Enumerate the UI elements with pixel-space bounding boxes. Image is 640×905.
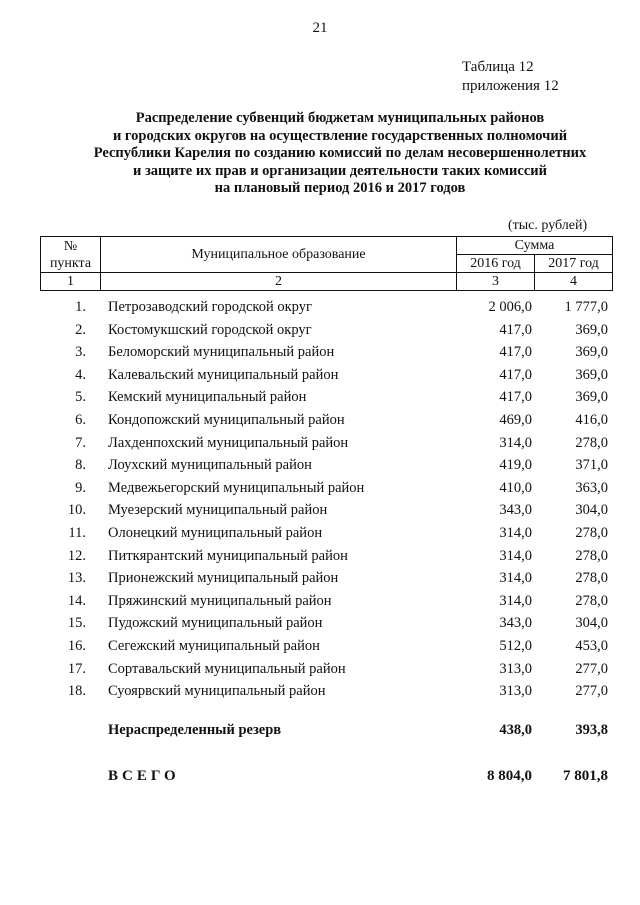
table-row [40,386,612,409]
total-value-2017: 7 801,8 [563,768,608,784]
row-value-2016: 417,0 [499,344,532,361]
table-row [40,364,612,387]
title-line: и городских округов на осуществление государственных полномочий [112,127,568,144]
table-row [40,567,612,590]
row-value-2017: 304,0 [575,615,608,632]
row-value-2016: 313,0 [499,683,532,700]
row-value-2016: 512,0 [499,637,532,654]
row-number: 13. [67,570,86,587]
total-row [40,768,612,792]
table-row [40,499,612,522]
table-row [40,680,612,703]
row-value-2017: 1 777,0 [564,299,608,315]
title-line: Распределение субвенций бюджетам муниципальных районов [135,110,545,126]
row-value-2016: 2 006,0 [488,299,532,315]
row-municipality: Сегежский муниципальный район [108,637,320,654]
table-row [40,477,612,500]
row-value-2017: 278,0 [575,434,608,451]
row-number: 14. [67,592,86,609]
row-value-2016: 417,0 [499,389,532,406]
row-municipality: Лахденпохский муниципальный район [108,434,349,451]
header-number-symbol: № [63,238,78,254]
column-index: 1 [41,273,101,291]
column-index: 3 [457,273,535,291]
row-value-2016: 314,0 [499,570,532,587]
title-line: на плановый период 2016 и 2017 годов [214,180,466,196]
row-value-2017: 277,0 [575,660,608,677]
table-row [40,409,612,432]
row-number: 3. [75,344,86,361]
title-line: Республики Карелия по созданию комиссий по делам несовершеннолетних [93,145,587,161]
row-municipality: Лоухский муниципальный район [108,457,312,474]
units-note: (тыс. рублей) [508,218,588,233]
header-year-2017: 2017 год [535,255,613,273]
header-name-cell: Муниципальное образование [101,237,457,273]
table-row [40,635,612,658]
row-municipality: Муезерский муниципальный район [108,502,328,519]
table-row [40,590,612,613]
row-value-2016: 469,0 [499,411,532,428]
row-value-2016: 314,0 [499,434,532,451]
row-municipality: Петрозаводский городской округ [108,299,312,315]
row-value-2016: 417,0 [499,321,532,338]
row-value-2017: 278,0 [575,592,608,609]
table-body [40,296,612,703]
row-value-2017: 304,0 [575,502,608,519]
table-reference-line: приложения 12 [462,78,559,94]
row-value-2016: 314,0 [499,547,532,564]
row-value-2017: 369,0 [575,321,608,338]
row-number: 4. [75,366,86,383]
row-value-2017: 369,0 [575,344,608,361]
document-title [40,110,640,198]
header-number-label: пункта [49,255,92,271]
total-label: ВСЕГО [108,768,180,784]
header-sum-cell: Сумма [457,237,613,255]
row-value-2016: 343,0 [499,615,532,632]
table-row [40,319,612,342]
row-number: 5. [75,389,86,406]
row-municipality: Пряжинский муниципальный район [108,592,332,609]
row-number: 10. [67,502,86,519]
table-row [40,612,612,635]
row-value-2016: 417,0 [499,366,532,383]
row-number: 6. [75,411,86,428]
row-number: 15. [67,615,86,632]
table-row [40,545,612,568]
row-value-2017: 416,0 [575,411,608,428]
column-index: 4 [535,273,613,291]
row-municipality: Калевальский муниципальный район [108,366,339,383]
row-value-2017: 278,0 [575,547,608,564]
title-line: и защите их прав и организации деятельности таких комиссий [133,162,547,179]
row-value-2016: 313,0 [499,660,532,677]
row-value-2016: 314,0 [499,592,532,609]
row-number: 18. [67,683,86,700]
row-municipality: Беломорский муниципальный район [108,344,335,361]
row-number: 16. [67,637,86,654]
reserve-row [40,722,612,744]
row-municipality: Кондопожский муниципальный район [108,411,345,428]
row-value-2017: 363,0 [575,479,608,496]
row-value-2017: 453,0 [575,637,608,654]
row-number: 12. [67,547,86,564]
reserve-value-2016: 438,0 [499,722,532,738]
row-value-2016: 419,0 [499,457,532,474]
row-number: 17. [67,660,86,677]
row-value-2017: 369,0 [575,366,608,383]
table-header [40,236,613,291]
table-row [40,341,612,364]
table-row [40,296,612,319]
row-value-2017: 369,0 [575,389,608,406]
row-municipality: Пудожский муниципальный район [108,615,323,632]
row-municipality: Питкярантский муниципальный район [108,547,348,564]
table-reference-line: Таблица 12 [462,59,534,75]
row-number: 7. [75,434,86,451]
row-value-2017: 371,0 [575,457,608,474]
row-value-2016: 314,0 [499,524,532,541]
row-value-2016: 343,0 [499,502,532,519]
row-municipality: Суоярвский муниципальный район [108,683,326,700]
row-number: 11. [68,524,86,541]
row-value-2017: 278,0 [575,570,608,587]
row-municipality: Медвежьегорский муниципальный район [108,479,365,496]
row-municipality: Кемский муниципальный район [108,389,307,406]
row-value-2017: 278,0 [575,524,608,541]
table-reference [462,58,559,96]
reserve-label: Нераспределенный резерв [108,722,282,738]
table-row [40,454,612,477]
row-municipality: Костомукшский городской округ [108,321,312,338]
page-number: 21 [312,20,328,36]
header-year-2016: 2016 год [457,255,535,273]
row-number: 2. [75,321,86,338]
row-number: 1. [75,299,86,315]
table-row [40,432,612,455]
total-value-2016: 8 804,0 [487,768,532,784]
table-row [40,658,612,681]
row-number: 9. [75,479,86,496]
table-row [40,522,612,545]
column-index: 2 [101,273,457,291]
row-value-2016: 410,0 [499,479,532,496]
row-value-2017: 277,0 [575,683,608,700]
row-municipality: Сортавальский муниципальный район [108,660,346,677]
row-municipality: Прионежский муниципальный район [108,570,339,587]
row-municipality: Олонецкий муниципальный район [108,524,323,541]
reserve-value-2017: 393,8 [575,722,608,738]
header-number-cell [41,237,101,273]
row-number: 8. [75,457,86,474]
